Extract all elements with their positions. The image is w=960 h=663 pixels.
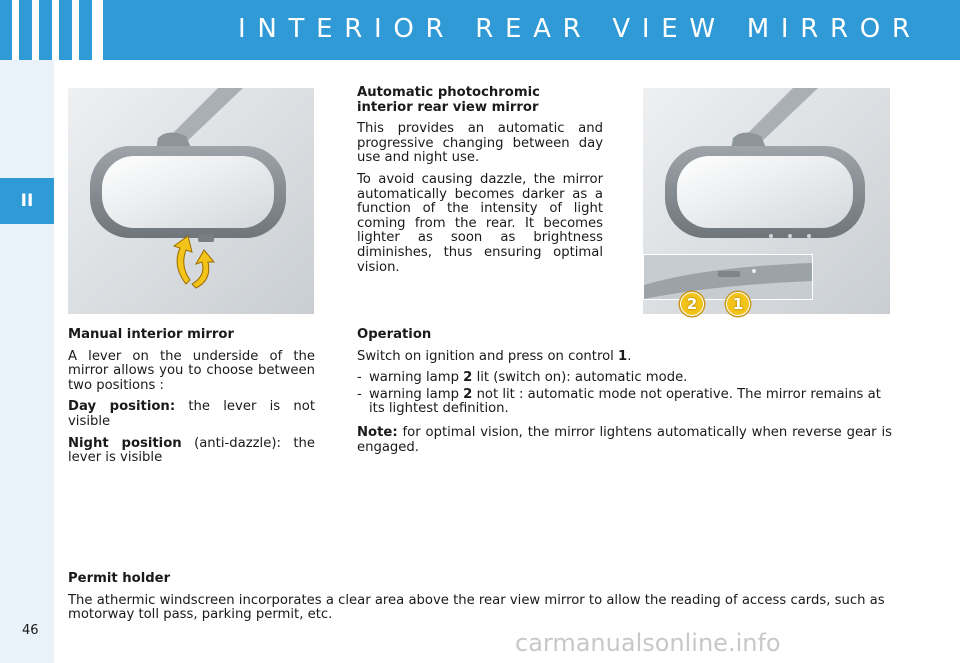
- control-number: 1: [618, 348, 628, 364]
- list-text: [369, 371, 687, 386]
- list-text-post: not lit : automatic mode not operative. The mirror remains at its lightest definition.: [369, 386, 881, 417]
- section-heading: Operation: [357, 327, 432, 342]
- mirror-illustration-icon: [68, 88, 314, 314]
- callout-marker: 1: [726, 292, 750, 316]
- permit-holder-section: [68, 572, 892, 630]
- page-title: INTERIOR REAR VIEW MIRROR: [238, 14, 922, 44]
- side-tab-column: [0, 60, 54, 663]
- chapter-tab[interactable]: II: [0, 178, 54, 224]
- section-heading: Manual interior mirror: [68, 327, 234, 342]
- header-stripe: [12, 0, 19, 60]
- list-text-pre: warning lamp: [369, 370, 459, 386]
- list-text-pre: warning lamp: [369, 386, 459, 402]
- lamp-number: 2: [463, 386, 473, 402]
- header-stripes: [12, 0, 116, 60]
- callout-marker: 2: [680, 292, 704, 316]
- list-item: [357, 388, 892, 417]
- day-position: [68, 400, 315, 429]
- operation-line: Switch on ignition and press on control 1.: [357, 348, 632, 364]
- header-stripe: [72, 0, 79, 60]
- note-text: for optimal vision, the mirror lightens automatically when reverse gear is engaged.: [357, 424, 892, 455]
- list-dash: -: [357, 370, 362, 386]
- lamp-number: 2: [463, 370, 473, 386]
- header-stripe: [52, 0, 59, 60]
- note: [357, 426, 892, 455]
- list-item: [357, 371, 892, 386]
- term-text: the lever is not visible: [68, 399, 315, 429]
- note-label: Note:: [357, 424, 398, 440]
- watermark: carmanualsonline.info: [515, 629, 781, 657]
- control-detail-inset: [643, 254, 813, 300]
- term-label: Night position: [68, 435, 182, 451]
- list-text: [369, 388, 892, 417]
- night-position: [68, 437, 315, 466]
- page-number: 46: [22, 623, 39, 638]
- manual-mirror-illustration: [68, 88, 314, 314]
- control-detail-icon: [644, 255, 812, 299]
- list-text-post: lit (switch on): automatic mode.: [476, 370, 688, 386]
- header-stripe: [32, 0, 39, 60]
- automatic-mirror-section: [357, 86, 603, 282]
- manual-mirror-section: [68, 328, 315, 473]
- list-dash: -: [357, 386, 362, 402]
- section-heading: Permit holder: [68, 571, 171, 586]
- header-stripe: [92, 0, 103, 60]
- section-heading: Automatic photochromic interior rear view mirror: [357, 85, 540, 115]
- paragraph: To avoid causing dazzle, the mirror automatically becomes darker as a function of the intensity of light coming from the rear. It becomes lighter as soon as brightness diminishes, thus ensuring optimal vision.: [357, 171, 603, 275]
- header-band: [0, 0, 960, 60]
- term-text: (anti-dazzle): the lever is visible: [68, 435, 315, 466]
- paragraph: The athermic windscreen incorporates a clear area above the rear view mirror to allow the reading of access cards, such as motorway toll pass, parking permit, etc.: [68, 592, 885, 623]
- operation-text: Switch on ignition and press on control: [357, 348, 614, 364]
- paragraph: This provides an automatic and progressive changing between day use and night use.: [357, 121, 603, 166]
- paragraph: A lever on the underside of the mirror allows you to choose between two positions :: [68, 348, 315, 393]
- term-label: Day position:: [68, 399, 176, 415]
- operation-section: [357, 328, 892, 462]
